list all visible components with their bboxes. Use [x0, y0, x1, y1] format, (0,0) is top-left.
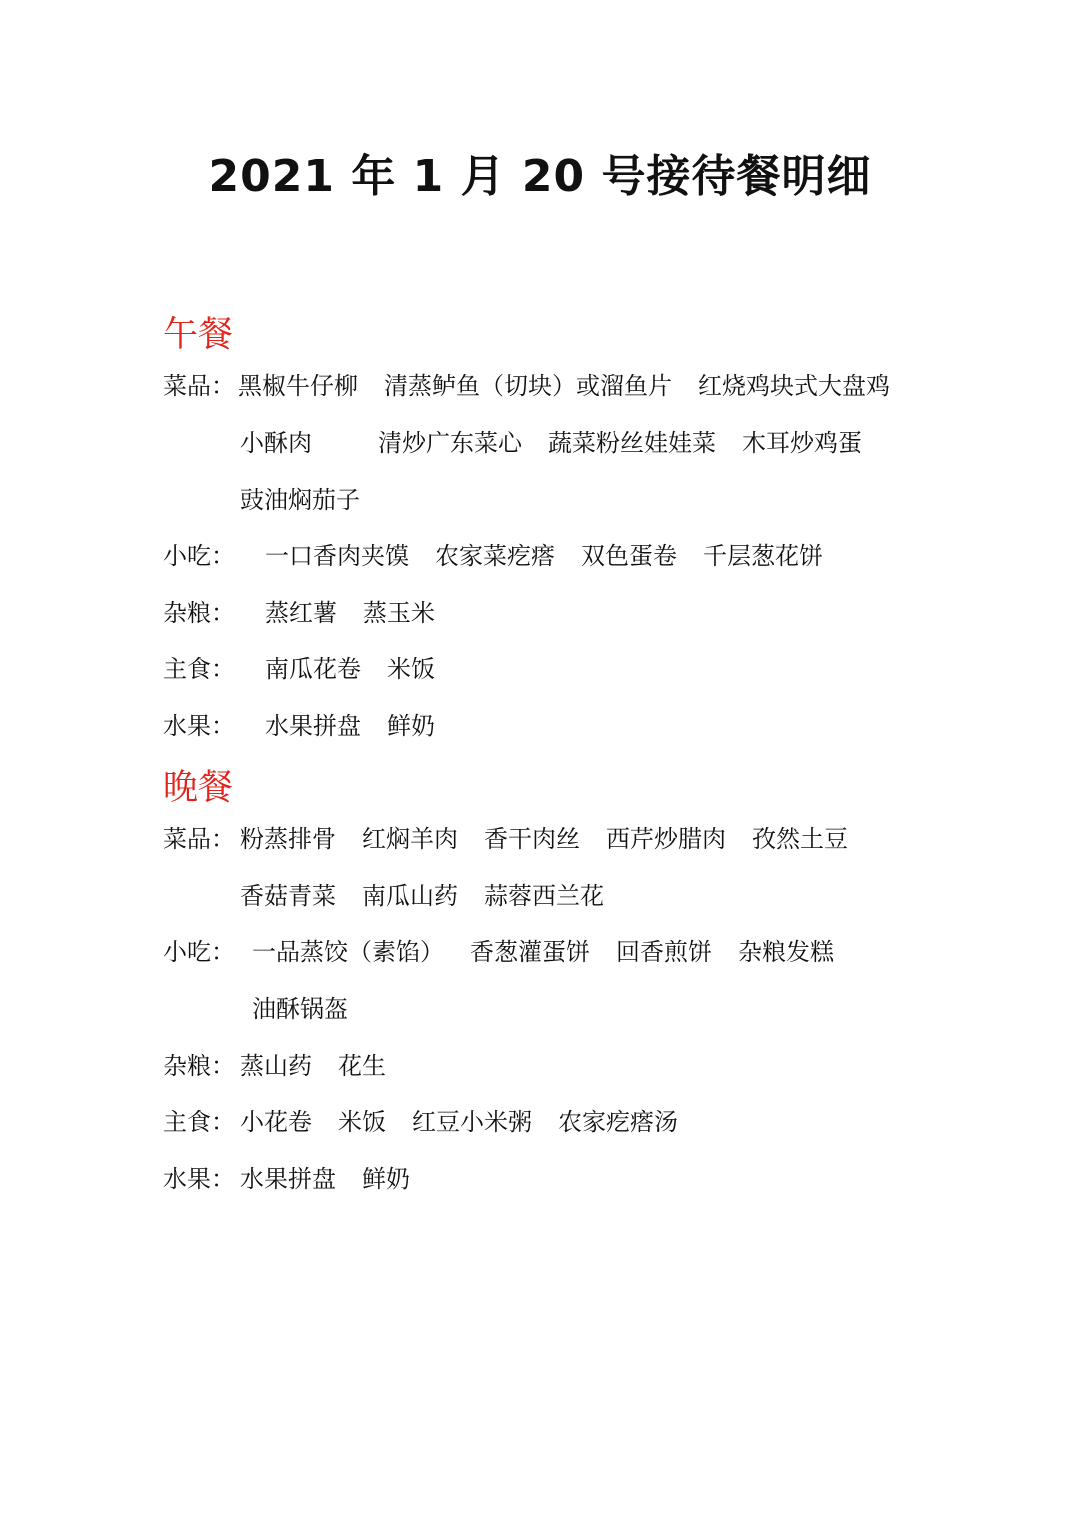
- menu-item: 花生: [338, 1052, 386, 1080]
- menu-item: 南瓜花卷: [265, 655, 361, 683]
- lunch-dishes-line-1: [238, 366, 890, 406]
- menu-item: 回香煎饼: [616, 938, 712, 966]
- dinner-dishes-row: [163, 819, 235, 859]
- dinner-grains-label: 杂粮：: [163, 1052, 235, 1080]
- lunch-snacks-label: 小吃：: [163, 542, 235, 570]
- dinner-dishes-line-1: [240, 819, 848, 859]
- lunch-snacks-items: [265, 536, 823, 576]
- menu-item: 南瓜山药: [362, 882, 458, 910]
- menu-item: 西芹炒腊肉: [606, 825, 726, 853]
- dinner-grains-row: [163, 1046, 235, 1086]
- menu-item: 小酥肉: [240, 429, 312, 457]
- lunch-dishes-label: 菜品：: [163, 372, 235, 400]
- menu-item: 清炒广东菜心: [378, 429, 522, 457]
- menu-item: 小花卷: [240, 1108, 312, 1136]
- lunch-grains-row: [163, 593, 235, 633]
- dinner-dishes-label: 菜品：: [163, 825, 235, 853]
- lunch-grains-items: [265, 593, 435, 633]
- menu-item: 清蒸鲈鱼（切块）或溜鱼片: [384, 372, 672, 400]
- lunch-dishes-line-3: [240, 480, 360, 520]
- menu-item: 双色蛋卷: [581, 542, 677, 570]
- lunch-staple-row: [163, 649, 235, 689]
- menu-item: 蒜蓉西兰花: [484, 882, 604, 910]
- menu-item: 红焖羊肉: [362, 825, 458, 853]
- lunch-dishes-row: [163, 366, 235, 406]
- menu-item: 农家疙瘩汤: [558, 1108, 678, 1136]
- lunch-fruit-row: [163, 706, 235, 746]
- page-title: 2021 年 1 月 20 号接待餐明细: [208, 151, 872, 202]
- menu-item: 蔬菜粉丝娃娃菜: [548, 429, 716, 457]
- dinner-fruit-label: 水果：: [163, 1165, 235, 1193]
- dinner-snacks-row: [163, 932, 235, 972]
- menu-item: 水果拼盘: [265, 712, 361, 740]
- lunch-heading: 午餐: [163, 315, 234, 355]
- menu-item: 孜然土豆: [752, 825, 848, 853]
- dinner-fruit-items: [240, 1159, 410, 1199]
- menu-item: 香菇青菜: [240, 882, 336, 910]
- dinner-grains-items: [240, 1046, 386, 1086]
- menu-item: 鲜奶: [362, 1165, 410, 1193]
- dinner-staple-items: [240, 1102, 678, 1142]
- menu-item: 豉油焖茄子: [240, 486, 360, 514]
- menu-item: 蒸玉米: [363, 599, 435, 627]
- menu-item: 米饭: [338, 1108, 386, 1136]
- lunch-dishes-line-2: [240, 423, 862, 463]
- menu-item: 黑椒牛仔柳: [238, 372, 358, 400]
- menu-item: 一口香肉夹馍: [265, 542, 409, 570]
- dinner-fruit-row: [163, 1159, 235, 1199]
- menu-item: 蒸山药: [240, 1052, 312, 1080]
- menu-item: 一品蒸饺（素馅）: [252, 938, 444, 966]
- menu-item: 杂粮发糕: [738, 938, 834, 966]
- menu-item: 农家菜疙瘩: [435, 542, 555, 570]
- lunch-grains-label: 杂粮：: [163, 599, 235, 627]
- menu-item: 红烧鸡块式大盘鸡: [698, 372, 890, 400]
- menu-item: 米饭: [387, 655, 435, 683]
- lunch-fruit-label: 水果：: [163, 712, 235, 740]
- dinner-snacks-line-1: [252, 932, 834, 972]
- dinner-dishes-line-2: [240, 876, 604, 916]
- menu-item: 水果拼盘: [240, 1165, 336, 1193]
- lunch-staple-items: [265, 649, 435, 689]
- menu-item: 红豆小米粥: [412, 1108, 532, 1136]
- menu-item: 蒸红薯: [265, 599, 337, 627]
- menu-item: 香葱灌蛋饼: [470, 938, 590, 966]
- menu-item: 油酥锅盔: [252, 995, 348, 1023]
- menu-item: 鲜奶: [387, 712, 435, 740]
- menu-item: 千层葱花饼: [703, 542, 823, 570]
- menu-item: 香干肉丝: [484, 825, 580, 853]
- dinner-staple-row: [163, 1102, 235, 1142]
- menu-item: 木耳炒鸡蛋: [742, 429, 862, 457]
- lunch-snacks-row: [163, 536, 235, 576]
- lunch-fruit-items: [265, 706, 435, 746]
- menu-item: 粉蒸排骨: [240, 825, 336, 853]
- dinner-snacks-label: 小吃：: [163, 938, 235, 966]
- dinner-staple-label: 主食：: [163, 1108, 235, 1136]
- lunch-staple-label: 主食：: [163, 655, 235, 683]
- dinner-snacks-line-2: [252, 989, 348, 1029]
- dinner-heading: 晚餐: [163, 768, 234, 808]
